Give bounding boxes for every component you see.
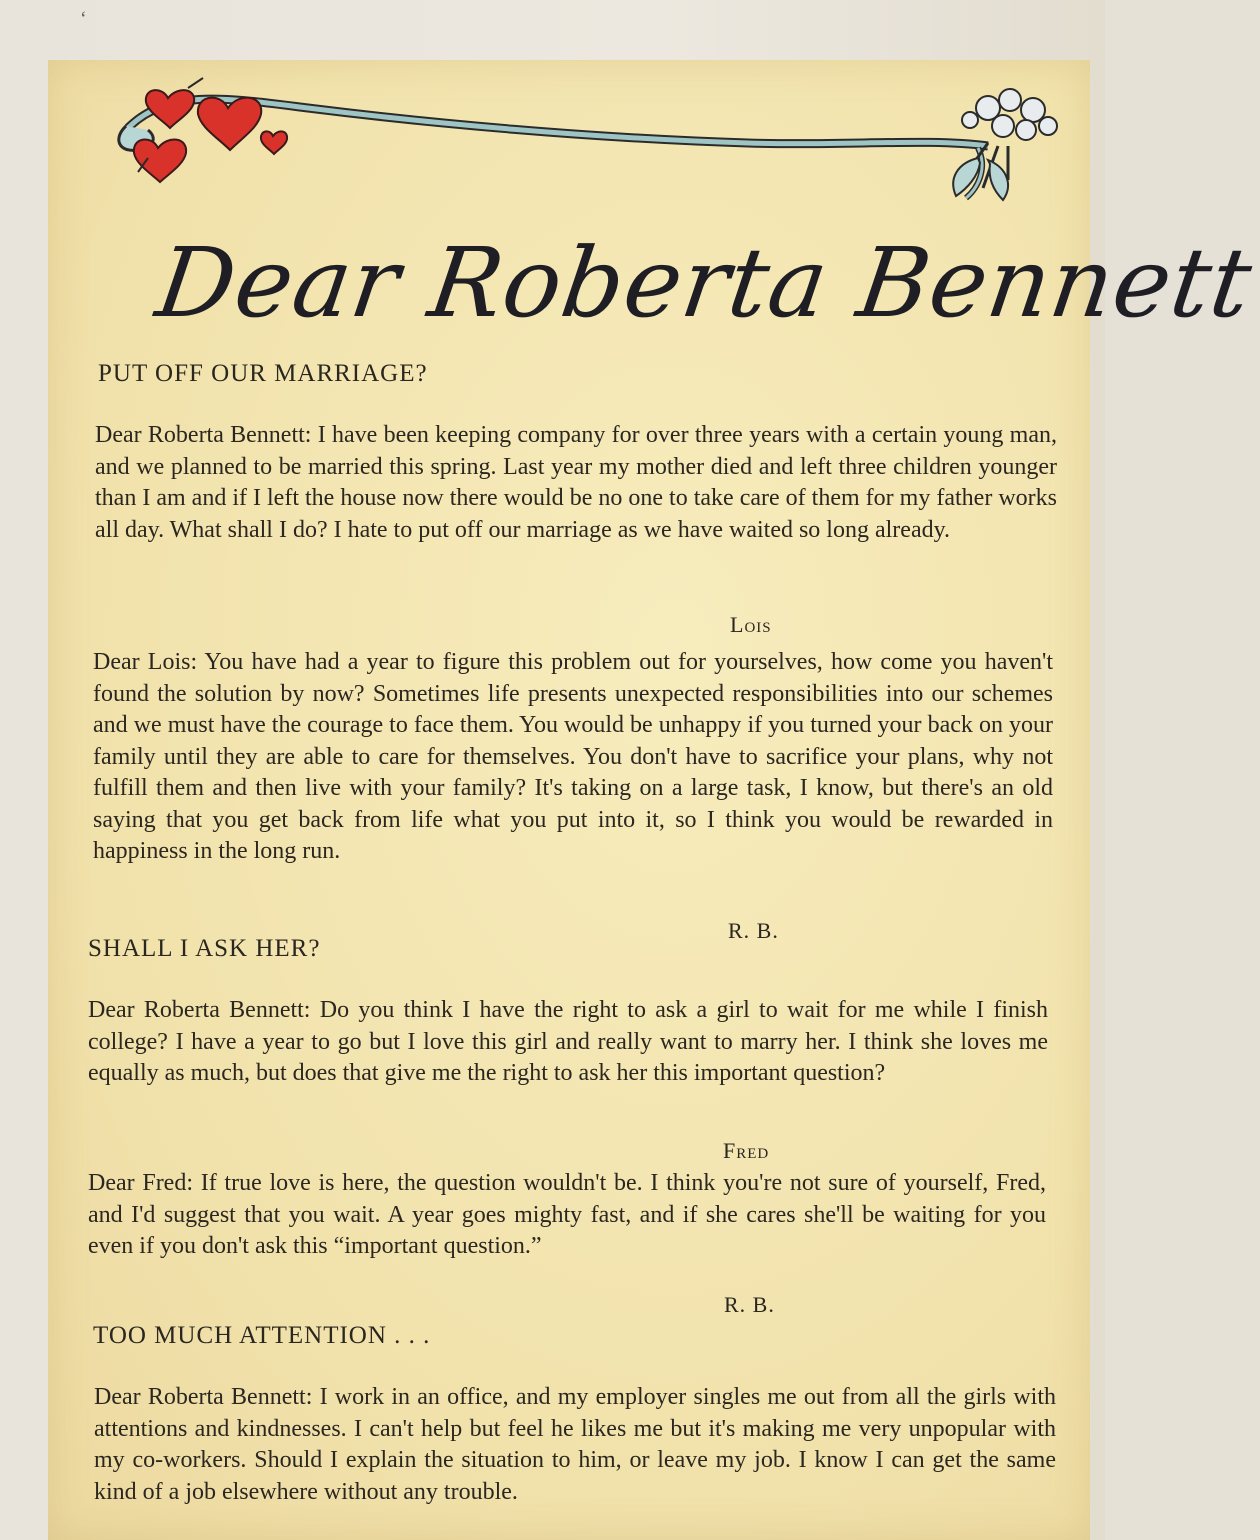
letter-1-heading: PUT OFF OUR MARRIAGE? [98,360,428,387]
letter-3-question: Dear Roberta Bennett: I work in an office, and my employer singles me out from all the girls with attentions and kindnesses. I can't help but feel he likes me but it's making me very unpopular with my co-workers. Should I explain the situation to him, or leave my job. I know I can get the same kind of a job elsewhere without any trouble. [94,1384,1056,1505]
letter-1-answer: Dear Lois: You have had a year to figure this problem out for yourselves, how come you haven't found the solution by now? Sometimes life presents unexpected responsibilities into our schemes and we must have the courage to face them. You would be unhappy if you turned your back on your family until they are able to care for themselves. You don't have to sacrifice your plans, why not fulfill them and then live with your family? It's taking on a large task, I know, but there's an old saying that you get back from life what you put into it, so I think you would be rewarded in happiness in the long run. [93,649,1053,864]
letter-2-answer: Dear Fred: If true love is here, the question wouldn't be. I think you're not sure of yourself, Fred, and I'd suggest that you wait. A year goes mighty fast, and if she cares she'll be waiting for you even if you don't ask this “important question.” [88,1170,1046,1259]
letter-2-signature: Fred [723,1138,770,1163]
stray-mark: ‘ [80,8,87,30]
column-sheet [48,60,1259,1540]
letter-1-question: Dear Roberta Bennett: I have been keeping company for over three years with a certain young man, and we planned to be married this spring. Last year my mother died and left three children younger than I am and if I left the house now there would be no one to take care of them for my father works all day. What shall I do? I hate to put off our marriage as we have waited so long already. [95,422,1057,543]
letter-1-signature: Lois [730,612,772,637]
letter-2-heading: SHALL I ASK HER? [88,935,321,962]
letter-1-answer-signature: R. B. [728,918,779,943]
letter-2-answer-signature: R. B. [724,1292,775,1317]
letter-2-question: Dear Roberta Bennett: Do you think I have the right to ask a girl to wait for me while I finish college? I have a year to go but I love this girl and really want to marry her. I think she loves me equally as much, but does that give me the right to ask her this important question? [88,997,1048,1086]
hearts-icon [134,78,287,182]
letter-3-heading: TOO MUCH ATTENTION . . . [93,1322,431,1349]
column-title: Dear Roberta Bennett [150,227,1259,339]
